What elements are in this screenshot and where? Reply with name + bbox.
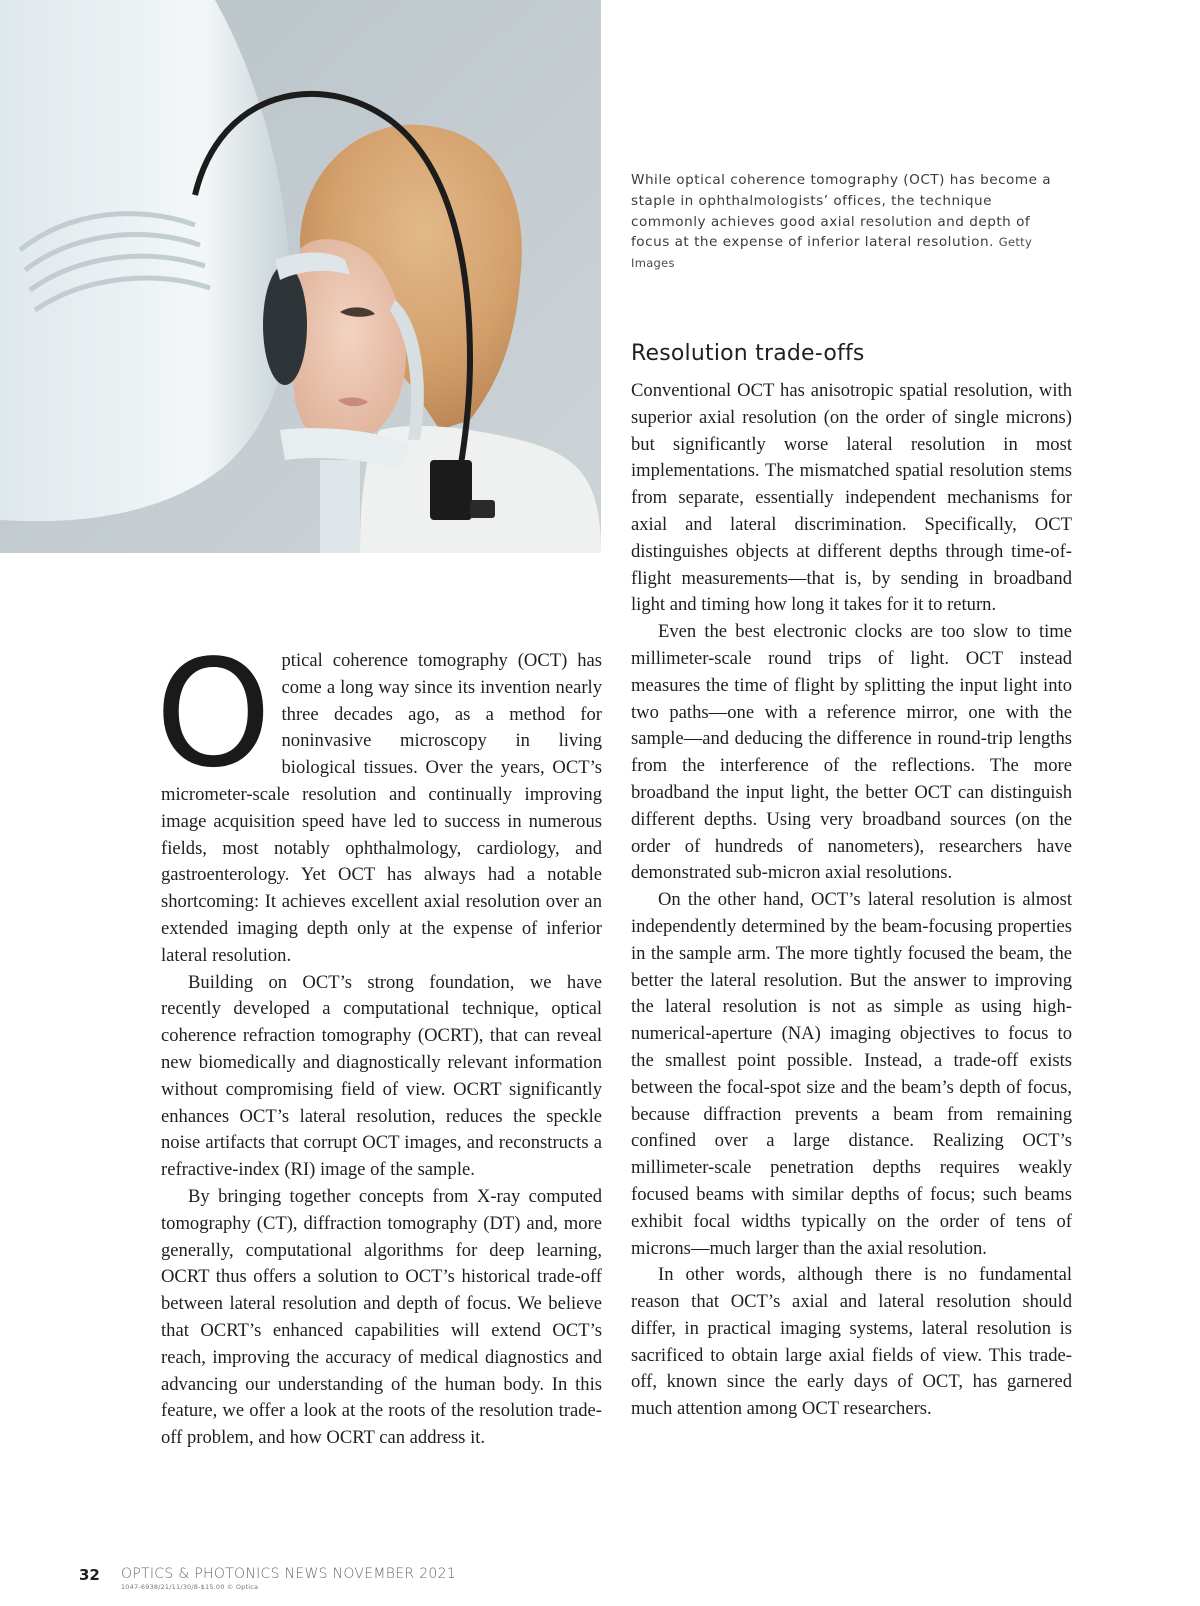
article-right-column [631, 378, 1072, 1423]
page-number: 32 [79, 1566, 100, 1584]
magazine-title: OPTICS & PHOTONICS NEWS NOVEMBER 2021 [120, 1566, 457, 1582]
article-paragraph: Even the best electronic clocks are too slow to time millimeter-scale round trips of light. OCT instead measures the time of flight by splitting the input light into two paths—one with a reference mirror, one with the sample—and deducing the difference in round-trip lengths from the interference of the reflections. The more broadband the input light, the better OCT can distinguish different depths. Using very broadband sources (on the order of hundreds of nanometers), researchers have demonstrated sub-micron axial resolutions. [631, 621, 1072, 884]
drop-cap: O [155, 628, 272, 800]
paragraph-text: ptical coherence tomography (OCT) has come a long way since its invention nearly three decades ago, as a method for noninvasive microscopy in living biological tissues. Over the years, OCT’s micrometer-scale resolution and continually improving image acquisition speed have led to success in numerous fields, most notably ophthalmology, cardiology, and gastroenterology. Yet OCT has always had a notable shortcoming: It achieves excellent axial resolution over an extended imaging depth only at the expense of inferior lateral resolution. [161, 650, 602, 966]
page-footer [79, 1566, 456, 1591]
article-paragraph: In other words, although there is no fundamental reason that OCT’s axial and lateral resolution should differ, in practical imaging systems, lateral resolution is sacrificed to obtain large axial fields of view. This trade-off, known since the early days of OCT, has garnered much attention among OCT researchers. [631, 1264, 1072, 1420]
photo-caption [631, 170, 1071, 274]
article-paragraph: Conventional OCT has anisotropic spatial resolution, with superior axial resolution (on the order of single microns) but significantly worse lateral resolution in most implementations. The mismatched spatial resolution stems from separate, essentially independent mechanisms for axial and lateral discrimination. Specifically, OCT distinguishes objects at different depths through time-of-flight measurements—that is, by sending in broadband light and timing how long it takes for it to return. [631, 380, 1072, 616]
caption-text: While optical coherence tomography (OCT) has become a staple in ophthalmologists’ offices, the technique commonly achieves good axial resolution and depth of focus at the expense of inferior lateral resolution. [631, 172, 1052, 251]
article-paragraph: On the other hand, OCT’s lateral resolution is almost independently determined by the beam-focusing properties in the sample arm. The more tightly focused the beam, the better the lateral resolution. But the answer to improving the lateral resolution is not as simple as using high-numerical-aperture (NA) imaging objectives to focus to the smallest point possible. Instead, a trade-off exists between the focal-spot size and the beam’s depth of focus, because diffraction prevents a beam from remaining confined over a large distance. Realizing OCT’s millimeter-scale penetration depths requires weakly focused beams with similar depths of focus; such beams exhibit focal widths typically on the order of tens of microns—much larger than the axial resolution. [631, 889, 1072, 1259]
article-paragraph: Building on OCT’s strong foundation, we have recently developed a computational technique, optical coherence refraction tomography (OCRT), that can reveal new biomedically and diagnostically relevant information without compromising field of view. OCRT significantly enhances OCT’s lateral resolution, reduces the speckle noise artifacts that corrupt OCT images, and reconstructs a refractive-index (RI) image of the sample. [161, 971, 602, 1181]
eye-exam-photo-icon [0, 0, 601, 553]
article-left-column [155, 628, 602, 1452]
issn-line: 1047-6938/21/11/30/8-$15.00 © Optica [120, 1583, 259, 1591]
eye-exam-photo [0, 0, 601, 553]
section-heading: Resolution trade-offs [631, 341, 865, 366]
magazine-info [121, 1566, 456, 1591]
article-paragraph [155, 628, 602, 970]
photo-credit: Getty Images [631, 235, 1033, 271]
article-paragraph: By bringing together concepts from X-ray computed tomography (CT), diffraction tomography (DT) and, more generally, computational algorithms for deep learning, OCRT thus offers a solution to OCT’s historical trade-off between lateral resolution and depth of focus. We believe that OCRT’s enhanced capabilities will extend OCT’s reach, improving the accuracy of medical diagnostics and advancing our understanding of the human body. In this feature, we offer a look at the roots of the resolution trade-off problem, and how OCRT can address it. [161, 1185, 602, 1449]
